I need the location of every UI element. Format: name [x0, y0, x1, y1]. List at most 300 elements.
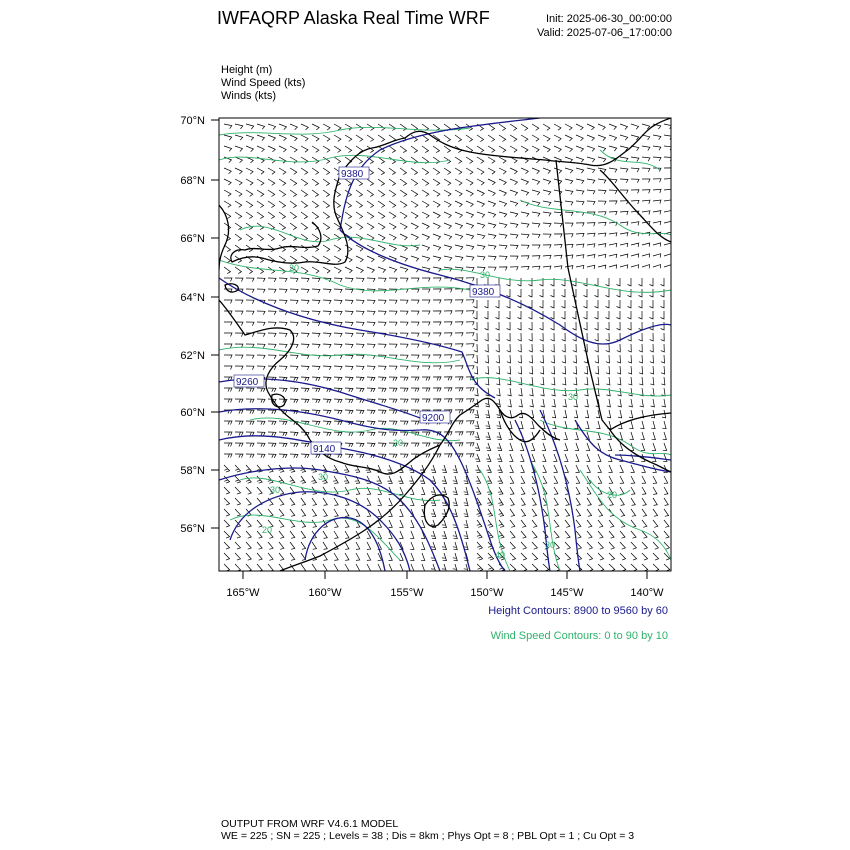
wind-barb: [477, 179, 484, 185]
wind-barb: [257, 476, 262, 483]
wind-barb: [268, 553, 273, 560]
footer-line-1: OUTPUT FROM WRF V4.6.1 MODEL: [221, 818, 399, 830]
wind-barb: [466, 344, 474, 348]
prince-william-sound: [500, 410, 540, 442]
wind-barb: [508, 388, 512, 396]
wind-barb: [475, 443, 480, 451]
wind-barb: [595, 322, 599, 330]
wind-barb: [476, 465, 481, 472]
wind-barb: [411, 256, 419, 261]
wind-barb: [323, 399, 331, 403]
wind-barb: [488, 135, 495, 142]
wind-barb: [268, 289, 276, 293]
wind-barb: [653, 146, 661, 150]
wind-barb: [235, 421, 243, 425]
wind-barb: [609, 465, 613, 472]
wind-barb: [367, 179, 374, 186]
wind-barb: [345, 432, 353, 436]
wind-barb: [442, 542, 447, 550]
wind-barb: [400, 234, 407, 240]
wind-barb: [606, 278, 610, 286]
wind-barb: [642, 146, 650, 151]
wind-barb: [606, 311, 610, 319]
wind-barb: [521, 509, 526, 516]
wind-barb: [651, 399, 655, 407]
wind-barb: [257, 135, 265, 141]
wind-barb: [224, 465, 230, 472]
height-label: 9380: [472, 287, 495, 298]
wind-barb: [367, 366, 375, 370]
wind-barb: [653, 564, 659, 571]
wind-barb: [488, 223, 496, 228]
wind-barb: [444, 168, 451, 175]
wind-barb: [466, 333, 474, 337]
wind-barb: [433, 366, 441, 370]
wind-barb: [312, 234, 319, 241]
wind-barb: [486, 454, 491, 461]
wind-barb: [400, 256, 408, 262]
wind-barb: [444, 311, 452, 315]
wind-barb: [540, 278, 544, 286]
wind-barb: [629, 399, 633, 407]
wind-barb: [653, 476, 657, 483]
wind-barb: [554, 223, 562, 227]
wind-barb: [631, 476, 635, 483]
wind-barb: [540, 322, 544, 330]
wind-barb: [345, 388, 353, 392]
wind-barb: [587, 223, 595, 227]
speed-label: 30: [545, 540, 556, 550]
wind-barb: [464, 498, 468, 506]
wind-barb: [565, 124, 572, 130]
wind-barb: [554, 476, 558, 483]
wind-barb: [595, 344, 599, 352]
wind-barb: [597, 454, 601, 461]
wind-barb: [576, 223, 584, 227]
wind-barb: [642, 168, 650, 172]
lon-label: 155°W: [390, 587, 424, 599]
wind-barb: [617, 300, 621, 308]
wind-barb: [453, 476, 458, 484]
wind-barb: [279, 278, 287, 282]
wind-barb: [378, 410, 386, 414]
wind-barb: [246, 322, 254, 326]
wind-barb: [399, 553, 403, 560]
speed-label: 30: [568, 392, 579, 402]
wind-barb: [477, 553, 483, 560]
wind-barb: [532, 190, 540, 195]
wind-barb: [389, 300, 397, 304]
wind-barb: [422, 399, 430, 403]
wind-barb: [235, 487, 241, 494]
wind-barb: [650, 366, 654, 374]
wind-barb: [235, 498, 241, 505]
wind-barb: [510, 531, 515, 538]
wind-barb: [532, 498, 536, 505]
wind-barb: [389, 388, 397, 392]
wind-barb: [323, 333, 331, 337]
wind-barb: [573, 377, 577, 385]
wind-barb: [587, 233, 595, 237]
wind-barb: [323, 421, 331, 425]
wind-barb: [389, 168, 396, 175]
wind-barb: [598, 179, 606, 183]
wind-barb: [345, 146, 352, 153]
wind-barb: [540, 366, 544, 374]
wind-barb: [565, 509, 570, 516]
wind-barb: [301, 289, 309, 293]
wind-barb: [444, 300, 452, 304]
wind-barb: [224, 553, 230, 560]
wind-barb: [235, 278, 243, 282]
wind-barb: [554, 487, 558, 494]
wind-barb: [257, 124, 265, 129]
wind-barb: [576, 265, 584, 269]
wind-barb: [421, 487, 425, 495]
wind-barb: [246, 443, 254, 447]
wind-barb: [257, 278, 265, 282]
wind-barb: [323, 564, 327, 571]
wind-barb: [268, 564, 273, 571]
wind-barb: [631, 200, 639, 204]
wind-barb: [664, 564, 670, 571]
wind-barb: [488, 146, 495, 152]
wind-barb: [598, 254, 606, 258]
wind-barb: [499, 245, 507, 249]
wind-barb: [488, 201, 496, 207]
wind-barb: [400, 223, 407, 229]
lat-axis: [211, 120, 219, 528]
wind-barb: [617, 355, 621, 363]
wind-barb: [485, 300, 489, 308]
wind-barb: [301, 223, 308, 230]
wind-barb: [628, 344, 632, 352]
wind-barb: [411, 388, 419, 392]
wind-barb: [543, 212, 551, 216]
wind-barb: [543, 179, 551, 184]
wind-barb: [378, 311, 386, 315]
wind-barb: [444, 388, 452, 392]
wind-barb: [521, 245, 529, 249]
wind-barb: [422, 432, 430, 436]
wind-barb: [518, 311, 522, 319]
wind-barb: [235, 366, 243, 370]
wind-barb: [378, 190, 385, 197]
wind-barb: [279, 146, 286, 152]
wind-barb: [488, 168, 495, 174]
wind-barb: [268, 168, 275, 174]
wind-barb: [389, 366, 397, 370]
wind-barb: [617, 322, 621, 330]
wind-barb: [356, 410, 364, 414]
wind-barb: [411, 399, 419, 403]
wind-barb: [510, 146, 517, 152]
wind-barb: [444, 454, 452, 458]
wind-barb: [301, 311, 309, 315]
wind-barb: [486, 432, 491, 440]
wind-barb: [661, 377, 665, 385]
wind-barb: [653, 179, 661, 183]
wind-barb: [257, 421, 265, 425]
wind-barb: [565, 223, 573, 227]
wind-barb: [279, 201, 286, 208]
wind-barb: [664, 487, 668, 494]
wind-barb: [356, 135, 363, 142]
wind-barb: [422, 190, 429, 196]
wind-barb: [510, 201, 518, 206]
wind-barb: [587, 244, 595, 248]
wind-barb: [466, 190, 473, 196]
wind-barb: [312, 190, 319, 197]
wind-barb: [400, 366, 408, 370]
wind-barb: [565, 201, 573, 205]
wind-barb: [663, 443, 667, 451]
wind-barb: [312, 377, 320, 381]
wind-barb: [595, 289, 599, 297]
wind-barb: [246, 234, 253, 241]
wind-barb: [499, 157, 506, 163]
wind-barb: [642, 564, 648, 571]
wind-barb: [620, 553, 626, 560]
wind-barb: [257, 190, 264, 196]
wind-barb: [422, 443, 430, 447]
wind-barb: [518, 377, 522, 385]
variable-winds: Winds (kts): [221, 90, 276, 102]
wind-barb: [628, 278, 632, 286]
wind-barb: [235, 223, 242, 230]
wind-barb: [422, 135, 429, 142]
wind-barb: [587, 487, 591, 494]
wind-barb: [389, 201, 396, 208]
wind-barb: [224, 498, 230, 505]
wind-barb: [455, 201, 462, 207]
wind-barb: [345, 531, 349, 538]
speed-label: 20: [607, 490, 618, 500]
wind-barb: [279, 366, 287, 370]
wind-barb: [433, 333, 441, 337]
wind-barb: [268, 509, 273, 516]
wind-barb: [301, 179, 308, 186]
wind-barb: [224, 201, 231, 207]
wind-barb: [565, 531, 570, 538]
wind-barb: [631, 531, 636, 538]
wind-barb: [224, 300, 232, 304]
wind-barb: [474, 333, 478, 341]
wind-barb: [356, 542, 360, 549]
wind-barb: [510, 179, 517, 185]
wind-barb: [576, 146, 584, 152]
wind-barb: [356, 201, 363, 208]
wind-barb: [551, 355, 555, 363]
wind-barb: [268, 421, 276, 425]
wind-barb: [598, 509, 603, 516]
wind-barb: [323, 124, 330, 130]
wind-barb: [246, 432, 254, 436]
wind-barb: [235, 454, 243, 458]
wind-barb: [400, 212, 407, 218]
wind-barb: [224, 542, 230, 549]
wind-barb: [499, 256, 507, 260]
wind-barb: [620, 222, 628, 226]
wind-barb: [609, 254, 617, 258]
wind-barb: [510, 476, 514, 483]
wind-barb: [224, 366, 232, 370]
wind-barb: [257, 344, 265, 348]
wind-barb: [235, 564, 241, 571]
wind-barb: [565, 542, 570, 549]
wind-barb: [651, 410, 655, 418]
wind-barb: [620, 498, 624, 505]
wind-barb: [257, 366, 265, 370]
wind-barb: [510, 498, 514, 505]
wind-barb: [455, 410, 463, 414]
wind-barb: [477, 223, 485, 228]
wind-barb: [367, 421, 375, 425]
wind-barb: [246, 476, 251, 483]
wind-barb: [618, 410, 622, 418]
wind-barb: [246, 311, 254, 315]
wind-barb: [345, 542, 349, 549]
wind-barb: [609, 124, 616, 130]
wind-barb: [499, 146, 506, 152]
wind-barb: [565, 135, 572, 141]
wind-barb: [367, 135, 374, 142]
wind-barb: [453, 553, 458, 561]
wind-barb: [496, 300, 500, 308]
wind-barb: [389, 344, 397, 348]
wind-barb: [631, 509, 636, 516]
wind-barb: [606, 289, 610, 297]
wind-barb: [565, 553, 571, 560]
footer-line-2: WE = 225 ; SN = 225 ; Levels = 38 ; Dis = 8km ; Phys Opt = 8 ; PBL Opt = 1 ; Cu Opt = 3: [221, 830, 635, 842]
wind-barb: [642, 243, 650, 247]
wind-barb: [268, 454, 276, 458]
wind-barb: [595, 311, 599, 319]
model-footer: [221, 818, 634, 842]
wind-barb: [609, 233, 617, 237]
wind-barb: [488, 234, 496, 239]
wind-barb: [268, 190, 275, 197]
wind-barb: [444, 146, 451, 153]
wind-barb: [411, 168, 418, 175]
wind-barb: [499, 531, 504, 538]
wind-barb: [628, 300, 632, 308]
wind-barb: [576, 465, 580, 472]
wind-barb: [510, 553, 516, 560]
wind-barb: [617, 311, 621, 319]
wind-barb: [334, 256, 341, 262]
wind-barb: [606, 344, 610, 352]
wind-barb: [422, 388, 430, 392]
wind-barb: [312, 311, 320, 315]
wind-barb: [290, 124, 297, 130]
wind-barb: [532, 520, 537, 527]
wind-barb: [444, 201, 451, 207]
wind-barb: [529, 333, 533, 341]
wind-barb: [378, 377, 386, 381]
wind-barb: [410, 542, 414, 549]
wind-barb: [498, 487, 503, 494]
wind-barb: [631, 157, 639, 161]
wind-barb: [499, 234, 507, 239]
wind-barb: [301, 245, 308, 252]
wind-barb: [663, 454, 667, 461]
wind-barb: [422, 344, 430, 348]
wind-barb: [620, 233, 628, 237]
wind-barb: [312, 135, 319, 141]
wind-barb: [290, 531, 295, 538]
wind-barb: [552, 410, 556, 418]
wind-barb: [585, 410, 589, 418]
wind-barb: [378, 267, 386, 273]
wind-barb: [400, 278, 408, 282]
wind-barb: [257, 179, 264, 185]
wind-barb: [399, 509, 403, 516]
wind-barb: [367, 388, 375, 392]
wind-barb: [620, 211, 628, 215]
wind-barb: [477, 256, 485, 260]
wind-barb: [345, 399, 353, 403]
wind-barb: [476, 487, 481, 494]
wind-barb: [246, 300, 254, 304]
wind-barb: [367, 190, 374, 197]
wind-barb: [475, 432, 480, 440]
wind-barb: [378, 168, 385, 175]
wind-barb: [496, 311, 500, 319]
wind-barb: [639, 333, 643, 341]
wind-barb: [598, 553, 604, 560]
lat-label: 60°N: [180, 407, 205, 419]
wind-barb: [224, 168, 231, 174]
wind-barb: [279, 421, 287, 425]
wind-barb: [576, 157, 584, 162]
wind-barb: [661, 322, 665, 330]
wind-barb: [334, 564, 338, 571]
wind-barb: [356, 311, 364, 315]
wind-barb: [584, 322, 588, 330]
wind-barb: [653, 509, 658, 516]
wind-barb: [356, 333, 364, 337]
wind-barb: [477, 135, 484, 142]
wind-barb: [521, 542, 526, 549]
wind-barb: [642, 157, 650, 161]
wind-barb: [323, 234, 330, 241]
wind-barb: [268, 146, 275, 152]
wind-barb: [497, 432, 502, 440]
wind-barb: [400, 168, 407, 175]
border-canada: [556, 160, 671, 430]
wind-barb: [466, 135, 473, 142]
wind-barb: [246, 278, 254, 282]
wind-barb: [290, 542, 295, 549]
wind-barb: [565, 179, 573, 184]
wind-barb: [521, 179, 529, 185]
wind-barb: [455, 300, 463, 304]
wind-barb: [639, 300, 643, 308]
wind-barb: [279, 322, 287, 326]
alaska-peninsula: [280, 445, 440, 571]
wind-barb: [496, 355, 500, 363]
init-time: Init: 2025-06-30_00:00:00: [546, 13, 672, 25]
wind-barb: [312, 146, 319, 152]
wind-barb: [235, 300, 243, 304]
wind-barb: [652, 443, 656, 451]
wind-barb: [444, 179, 451, 185]
wind-barb: [455, 355, 463, 359]
wind-barb: [543, 266, 551, 270]
wind-barb: [584, 300, 588, 308]
wind-barb: [279, 553, 284, 560]
